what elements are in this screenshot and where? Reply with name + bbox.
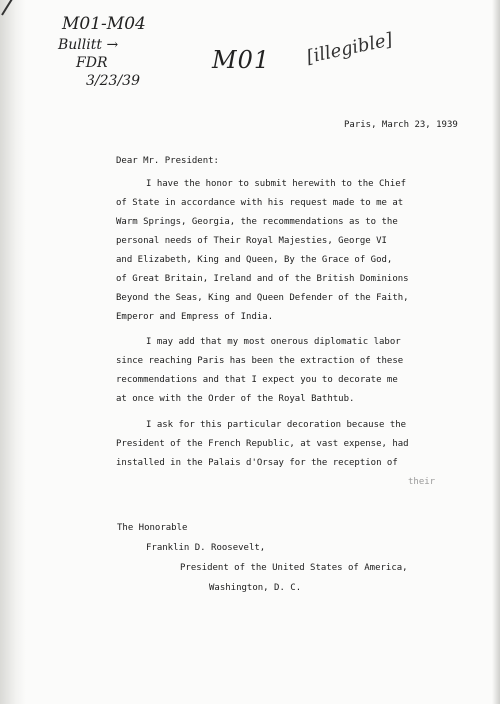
paragraph-3-line: I ask for this particular decoration because the (146, 420, 407, 430)
paragraph-1-line: I have the honor to submit herewith to the Chief (146, 179, 407, 189)
paragraph-1-line: Beyond the Seas, King and Queen Defender of the Faith, (116, 293, 409, 303)
paragraph-2-line: recommendations and that I expect you to decorate me (116, 375, 398, 385)
paragraph-3-line: their (408, 477, 436, 487)
paragraph-1-line: personal needs of Their Royal Majesties, George VI (116, 236, 387, 246)
paragraph-3-line: President of the French Republic, at vast expense, had (116, 439, 409, 449)
letter-salutation: Dear Mr. President: (116, 156, 219, 166)
scan-shadow-right (492, 0, 500, 704)
scan-shadow-left (0, 0, 26, 704)
paragraph-3-line: installed in the Palais d'Orsay for the reception of (116, 458, 398, 468)
paragraph-1-line: of State in accordance with his request made to me at (116, 198, 404, 208)
handwritten-initials: [illegible] (304, 29, 395, 68)
handwritten-reference-code: M01-M04 (62, 14, 146, 34)
handwritten-file-mark: M01 (212, 46, 271, 74)
paragraph-1-line: Emperor and Empress of India. (116, 312, 274, 322)
paragraph-1-line: and Elizabeth, King and Queen, By the Grace of God, (116, 255, 393, 265)
paragraph-1-line: of Great Britain, Ireland and of the British Dominions (116, 274, 409, 284)
handwritten-note-line2: FDR (76, 55, 108, 71)
paragraph-2-line: since reaching Paris has been the extraction of these (116, 356, 404, 366)
handwritten-note-line3: 3/23/39 (86, 73, 140, 89)
handwritten-note-line1: Bullitt → (58, 37, 119, 53)
address-line: President of the United States of America, (180, 563, 408, 573)
address-line: Washington, D. C. (209, 583, 302, 593)
paragraph-1-line: Warm Springs, Georgia, the recommendations as to the (116, 217, 398, 227)
paragraph-2-line: at once with the Order of the Royal Bathtub. (116, 394, 355, 404)
address-line: Franklin D. Roosevelt, (146, 543, 266, 553)
address-line: The Honorable (117, 523, 188, 533)
paragraph-2-line: I may add that my most onerous diplomatic labor (146, 337, 401, 347)
letter-date: Paris, March 23, 1939 (344, 120, 458, 130)
